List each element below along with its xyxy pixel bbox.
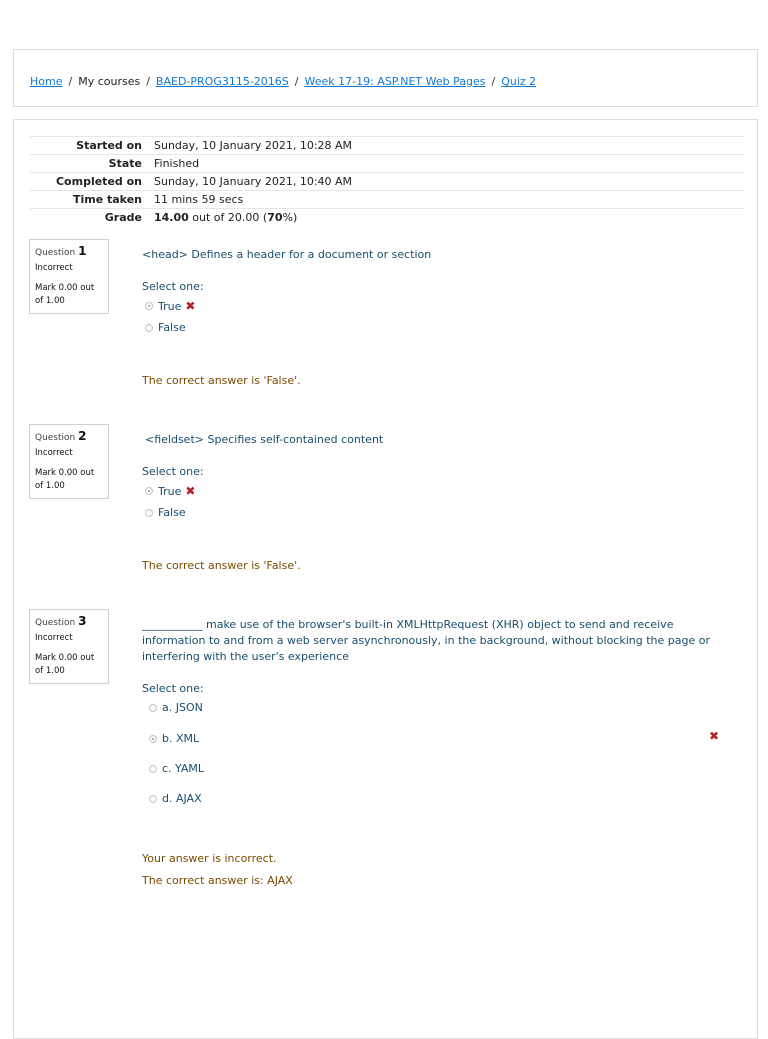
question-3-select-label: Select one: — [142, 682, 204, 695]
question-1-select-label: Select one: — [142, 280, 204, 293]
question-mark: Mark 0.00 out of 1.00 — [35, 283, 95, 306]
started-label: Started on — [76, 139, 142, 152]
breadcrumb — [30, 75, 536, 88]
grade-close: %) — [282, 211, 298, 224]
question-number-value: 3 — [78, 614, 87, 628]
option-label: c. YAML — [162, 762, 205, 775]
grade-score: 14.00 — [154, 211, 189, 224]
option-label: False — [158, 506, 186, 519]
question-state: Incorrect — [35, 633, 73, 643]
incorrect-icon: ✖ — [185, 484, 196, 498]
summary-row-grade — [30, 208, 743, 226]
radio-button[interactable] — [149, 704, 157, 712]
question-number — [35, 614, 103, 628]
breadcrumb-my-courses: My courses — [78, 75, 141, 88]
completed-label: Completed on — [55, 175, 142, 188]
question-number — [35, 244, 103, 258]
question-2-feedback: The correct answer is 'False'. — [142, 559, 301, 572]
question-1-option-true[interactable] — [145, 299, 195, 313]
breadcrumb-card — [13, 49, 758, 107]
question-word: Question — [35, 248, 76, 258]
question-1-feedback: The correct answer is 'False'. — [142, 374, 301, 387]
breadcrumb-quiz-link[interactable]: Quiz 2 — [501, 75, 537, 88]
summary-row-completed — [30, 172, 743, 190]
incorrect-icon: ✖ — [709, 729, 720, 743]
breadcrumb-separator: / — [68, 75, 73, 88]
radio-button[interactable] — [149, 765, 157, 773]
radio-button[interactable] — [145, 324, 153, 332]
state-label: State — [108, 157, 142, 170]
question-number-value: 1 — [78, 244, 87, 258]
question-number — [35, 429, 103, 443]
question-3-option-d[interactable] — [149, 792, 202, 805]
question-2-text: <fieldset> Specifies self-contained content — [145, 433, 384, 446]
grade-out-of: out of 20.00 ( — [188, 211, 268, 224]
option-label: False — [158, 321, 186, 334]
question-1-option-false[interactable] — [145, 321, 186, 334]
option-label: b. XML — [162, 732, 200, 745]
question-mark: Mark 0.00 out of 1.00 — [35, 468, 95, 491]
attempt-summary-table — [30, 136, 743, 226]
breadcrumb-home-link[interactable]: Home — [30, 75, 63, 88]
option-label: True — [158, 484, 182, 498]
question-3-incorrect-feedback: Your answer is incorrect. — [142, 852, 277, 865]
radio-button[interactable] — [145, 509, 153, 517]
question-1-info — [29, 239, 109, 314]
question-number-value: 2 — [78, 429, 87, 443]
grade-value — [154, 211, 297, 224]
breadcrumb-course-link[interactable]: BAED-PROG3115-2016S — [155, 75, 289, 88]
radio-button[interactable] — [149, 795, 157, 803]
summary-row-time — [30, 190, 743, 208]
summary-row-started — [30, 136, 743, 154]
question-3-feedback: The correct answer is: AJAX — [142, 874, 293, 887]
question-mark: Mark 0.00 out of 1.00 — [35, 653, 95, 676]
question-2-option-true[interactable] — [145, 484, 195, 498]
option-label: True — [158, 299, 182, 313]
grade-percent: 70 — [267, 211, 283, 224]
question-1-text: <head> Defines a header for a document or section — [142, 248, 432, 261]
completed-value: Sunday, 10 January 2021, 10:40 AM — [154, 175, 353, 188]
question-2-option-false[interactable] — [145, 506, 186, 519]
question-state: Incorrect — [35, 448, 73, 458]
question-word: Question — [35, 618, 76, 628]
started-value: Sunday, 10 January 2021, 10:28 AM — [154, 139, 353, 152]
grade-label: Grade — [104, 211, 142, 224]
radio-button[interactable] — [145, 487, 153, 495]
breadcrumb-separator: / — [294, 75, 299, 88]
breadcrumb-separator: / — [491, 75, 496, 88]
question-3-info — [29, 609, 109, 684]
question-3-option-b[interactable] — [149, 732, 199, 745]
breadcrumb-week-link[interactable]: Week 17-19: ASP.NET Web Pages — [304, 75, 486, 88]
question-state: Incorrect — [35, 263, 73, 273]
question-3-text: ___________ make use of the browser's built-in XMLHttpRequest (XHR) object to send and receive information to and from a web server asynchronously, in the background, without blocking the page or interfering with the user's experience — [142, 618, 710, 663]
summary-row-state — [30, 154, 743, 172]
option-label: d. AJAX — [162, 792, 202, 805]
question-3-option-a[interactable] — [149, 701, 203, 714]
question-2-select-label: Select one: — [142, 465, 204, 478]
time-taken-value: 11 mins 59 secs — [154, 193, 244, 206]
breadcrumb-separator: / — [146, 75, 150, 88]
radio-button[interactable] — [149, 735, 157, 743]
incorrect-icon: ✖ — [185, 299, 196, 313]
question-2-info — [29, 424, 109, 499]
time-taken-label: Time taken — [72, 193, 142, 206]
option-label: a. JSON — [162, 701, 203, 714]
question-word: Question — [35, 433, 76, 443]
state-value: Finished — [154, 157, 200, 170]
radio-button[interactable] — [145, 302, 153, 310]
question-3-option-c[interactable] — [149, 762, 204, 775]
